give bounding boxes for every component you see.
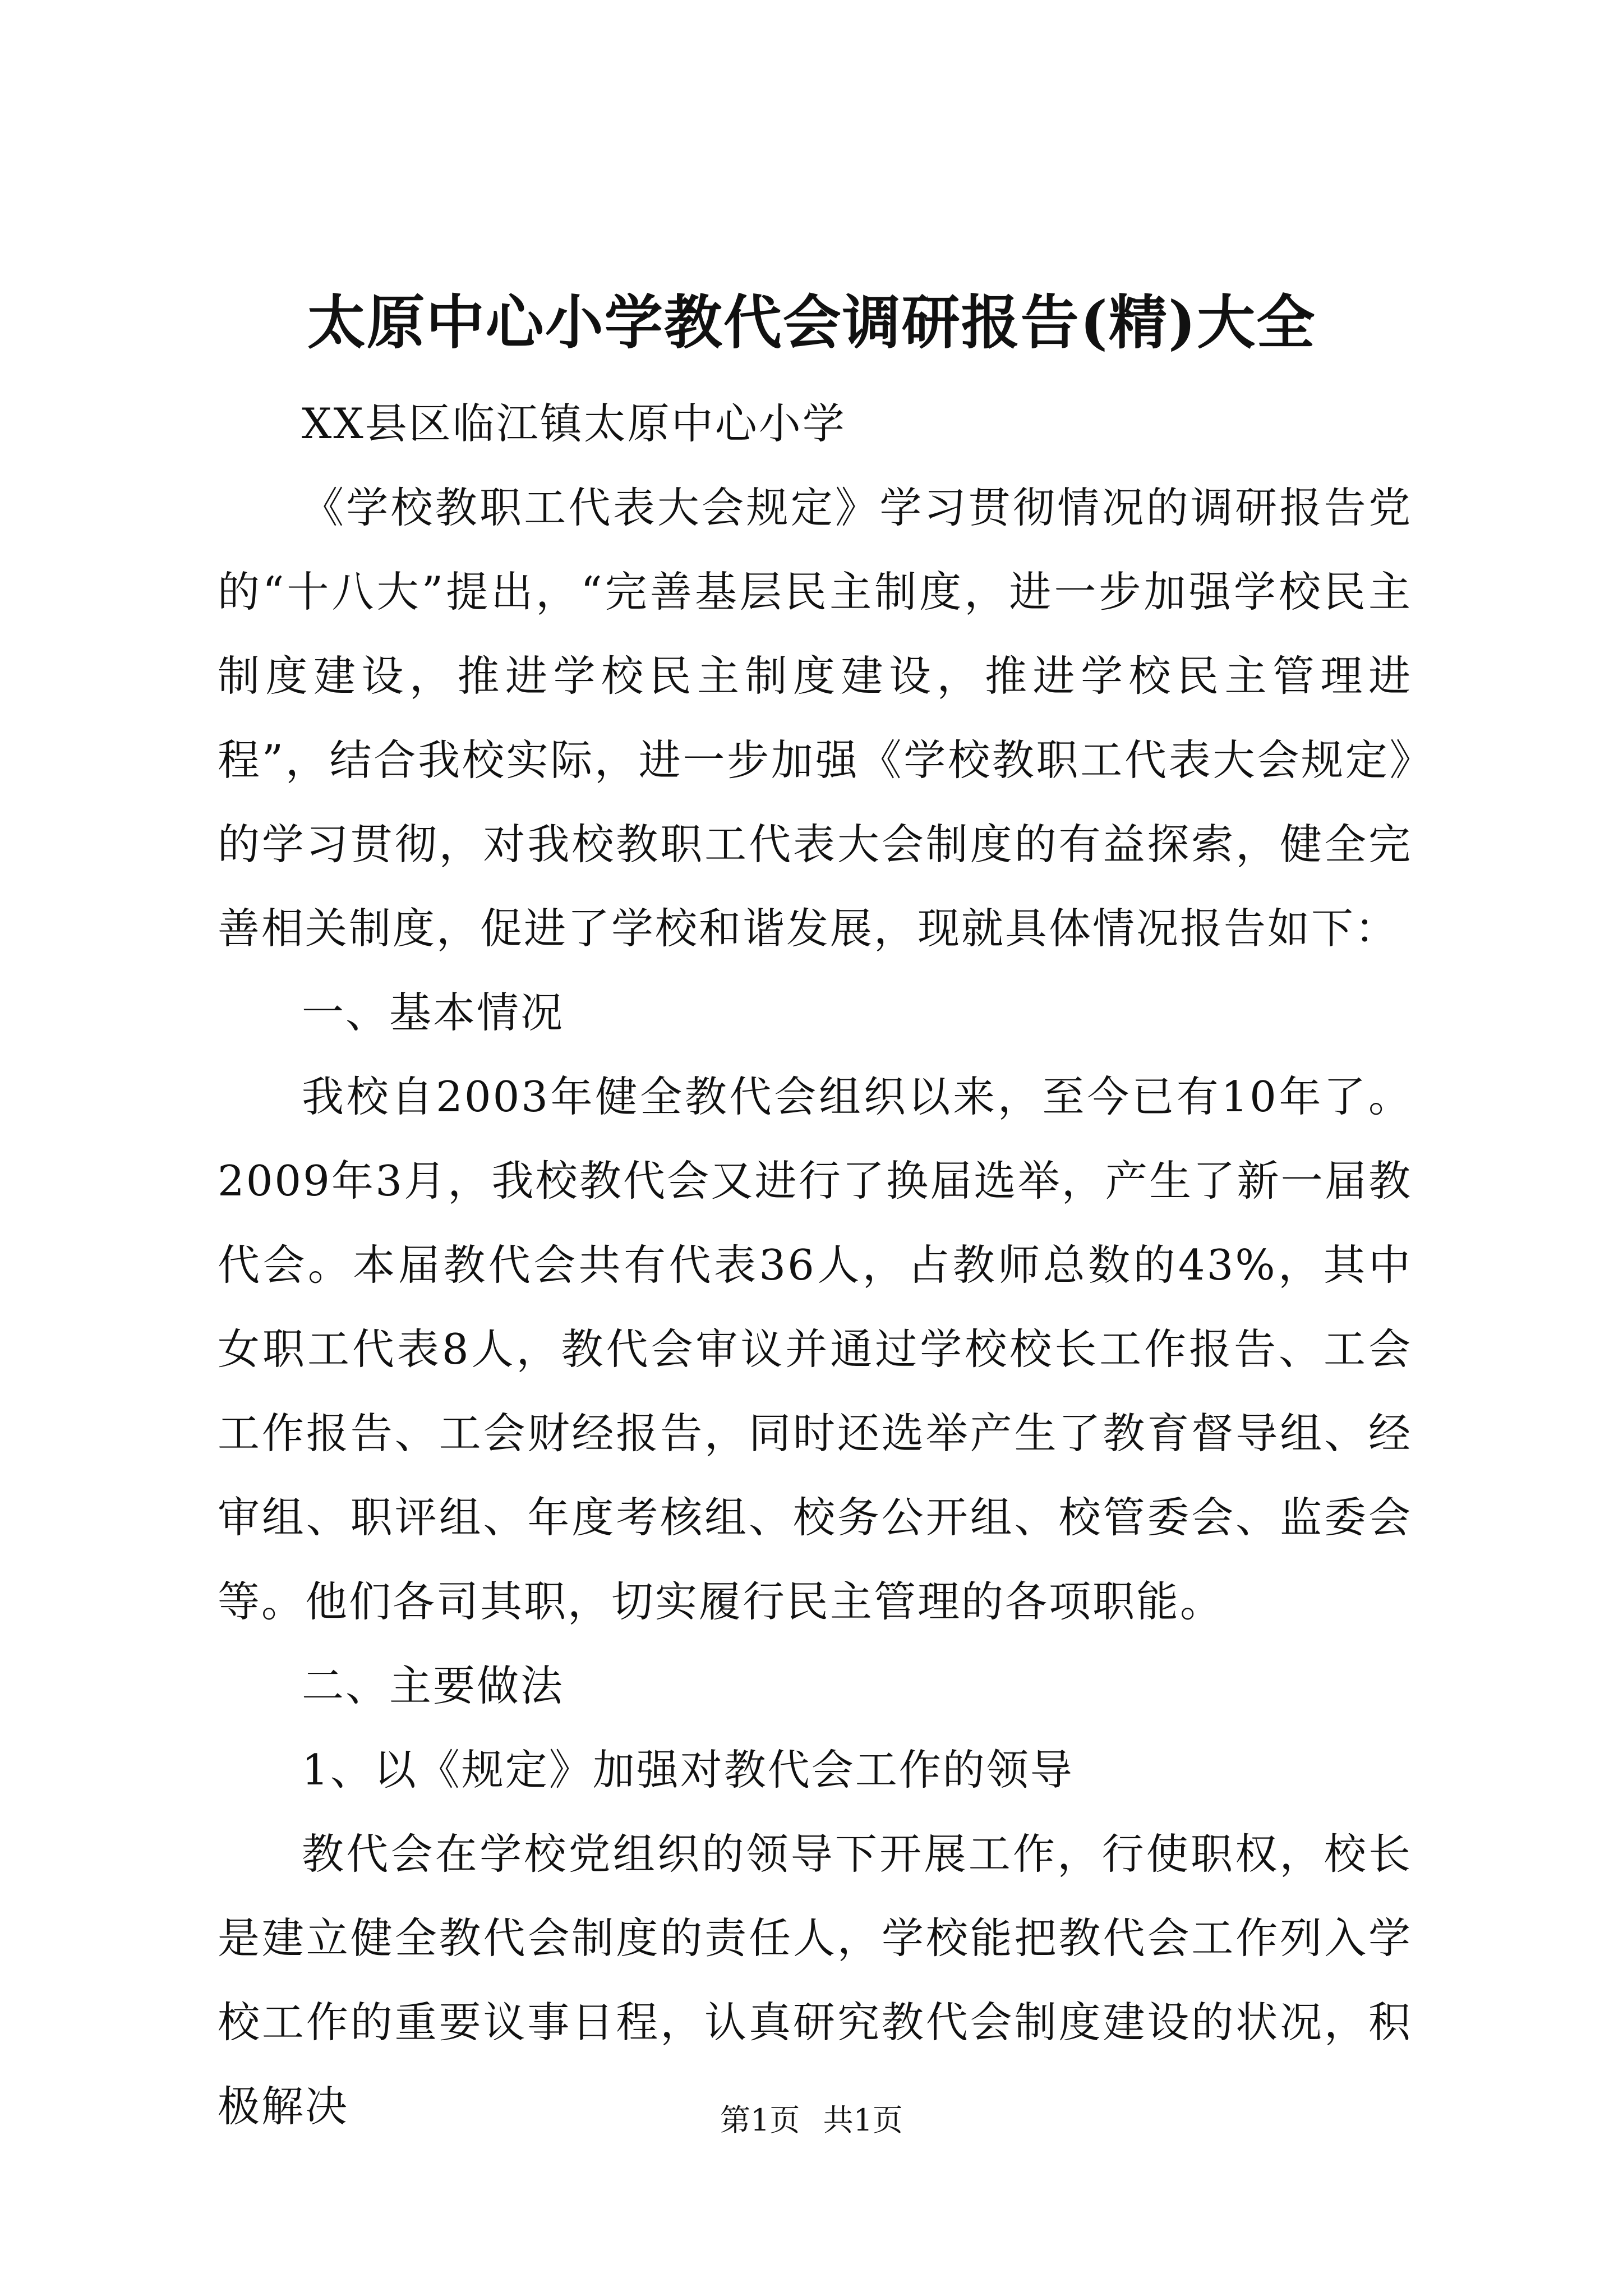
document-body <box>218 381 1412 2148</box>
paragraph-basic-situation: 我校自2003年健全教代会组织以来，至今已有10年了。2009年3月，我校教代会又进行了换届选举，产生了新一届教代会。本届教代会共有代表36人，占教师总数的43%，其中女职工代表8人，教代会审议并通过学校校长工作报告、工会工作报告、工会财经报告，同时还选举产生了教育督导组、经审组、职评组、年度考核组、校务公开组、校管委会、监委会等。他们各司其职，切实履行民主管理的各项职能。 <box>218 1072 1412 1626</box>
paragraph-intro: 《学校教职工代表大会规定》学习贯彻情况的调研报告党的“十八大”提出，“完善基层民主制度，进一步加强学校民主制度建设，推进学校民主制度建设，推进学校民主管理进程”，结合我校实际，进一步加强《学校教职工代表大会规定》的学习贯彻，对我校教职工代表大会制度的有益探索，健全完善相关制度，促进了学校和谐发展，现就具体情况报告如下： <box>218 483 1412 953</box>
author-line: XX县区临江镇太原中心小学 <box>302 399 846 448</box>
page-number: 第1页 <box>720 2102 800 2138</box>
page-footer <box>0 2101 1623 2140</box>
page-total: 共1页 <box>823 2102 903 2138</box>
subheading-leadership: 1、以《规定》加强对教代会工作的领导 <box>302 1745 1074 1795</box>
document-title: 太原中心小学教代会调研报告(精)大全 <box>307 288 1316 357</box>
heading-basic-situation: 一、基本情况 <box>302 988 565 1037</box>
heading-main-practices: 二、主要做法 <box>302 1661 565 1710</box>
paragraph-leadership: 教代会在学校党组织的领导下开展工作，行使职权，校长是建立健全教代会制度的责任人，学校能把教代会工作列入学校工作的重要议事日程，认真研究教代会制度建设的状况，积极解决 <box>218 1829 1412 2131</box>
